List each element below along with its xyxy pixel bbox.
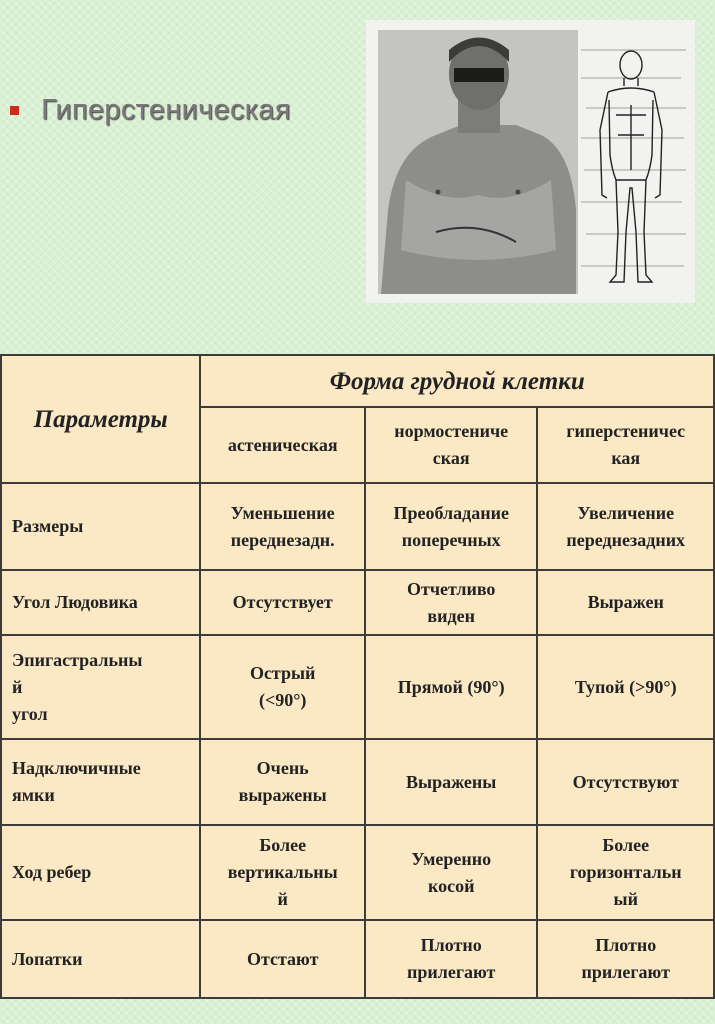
column-header: нормостениче ская xyxy=(365,407,538,483)
row-parameter: Эпигастральны й угол xyxy=(1,635,200,739)
column-header: гиперстеничес кая xyxy=(537,407,714,483)
bullet-icon xyxy=(10,106,19,115)
chest-forms-table xyxy=(0,354,715,999)
row-parameter: Ход ребер xyxy=(1,825,200,920)
table-cell: Плотно прилегают xyxy=(537,920,714,998)
table-cell: Тупой (>90°) xyxy=(537,635,714,739)
body-outline-icon xyxy=(600,51,662,282)
row-parameter: Угол Людовика xyxy=(1,570,200,635)
table-cell: Очень выражены xyxy=(200,739,365,825)
table-cell: Отсутствует xyxy=(200,570,365,635)
table-cell: Более горизонтальн ый xyxy=(537,825,714,920)
table-cell: Преобладание поперечных xyxy=(365,483,538,570)
table-cell: Выражены xyxy=(365,739,538,825)
table-row xyxy=(1,483,714,570)
table-row xyxy=(1,825,714,920)
table-row xyxy=(1,570,714,635)
table-cell: Выражен xyxy=(537,570,714,635)
table-cell: Прямой (90°) xyxy=(365,635,538,739)
params-header: Параметры xyxy=(1,355,200,483)
row-parameter: Лопатки xyxy=(1,920,200,998)
table-cell: Более вертикальны й xyxy=(200,825,365,920)
table-cell: Острый (<90°) xyxy=(200,635,365,739)
slide-title-row xyxy=(10,94,291,127)
column-header: астеническая xyxy=(200,407,365,483)
slide-title: Гиперстеническая xyxy=(41,94,291,126)
table-cell: Отстают xyxy=(200,920,365,998)
table-cell: Увеличение переднезадних xyxy=(537,483,714,570)
table-cell: Отчетливо виден xyxy=(365,570,538,635)
table-row xyxy=(1,635,714,739)
row-parameter: Надключичные ямки xyxy=(1,739,200,825)
table-cell: Отсутствуют xyxy=(537,739,714,825)
table-row xyxy=(1,920,714,998)
figure-panel xyxy=(366,20,695,303)
table-cell: Уменьшение переднезадн. xyxy=(200,483,365,570)
table-cell: Умеренно косой xyxy=(365,825,538,920)
group-header: Форма грудной клетки xyxy=(200,355,714,407)
table-cell: Плотно прилегают xyxy=(365,920,538,998)
torso-photo-icon xyxy=(378,30,578,294)
row-parameter: Размеры xyxy=(1,483,200,570)
table-row xyxy=(1,739,714,825)
